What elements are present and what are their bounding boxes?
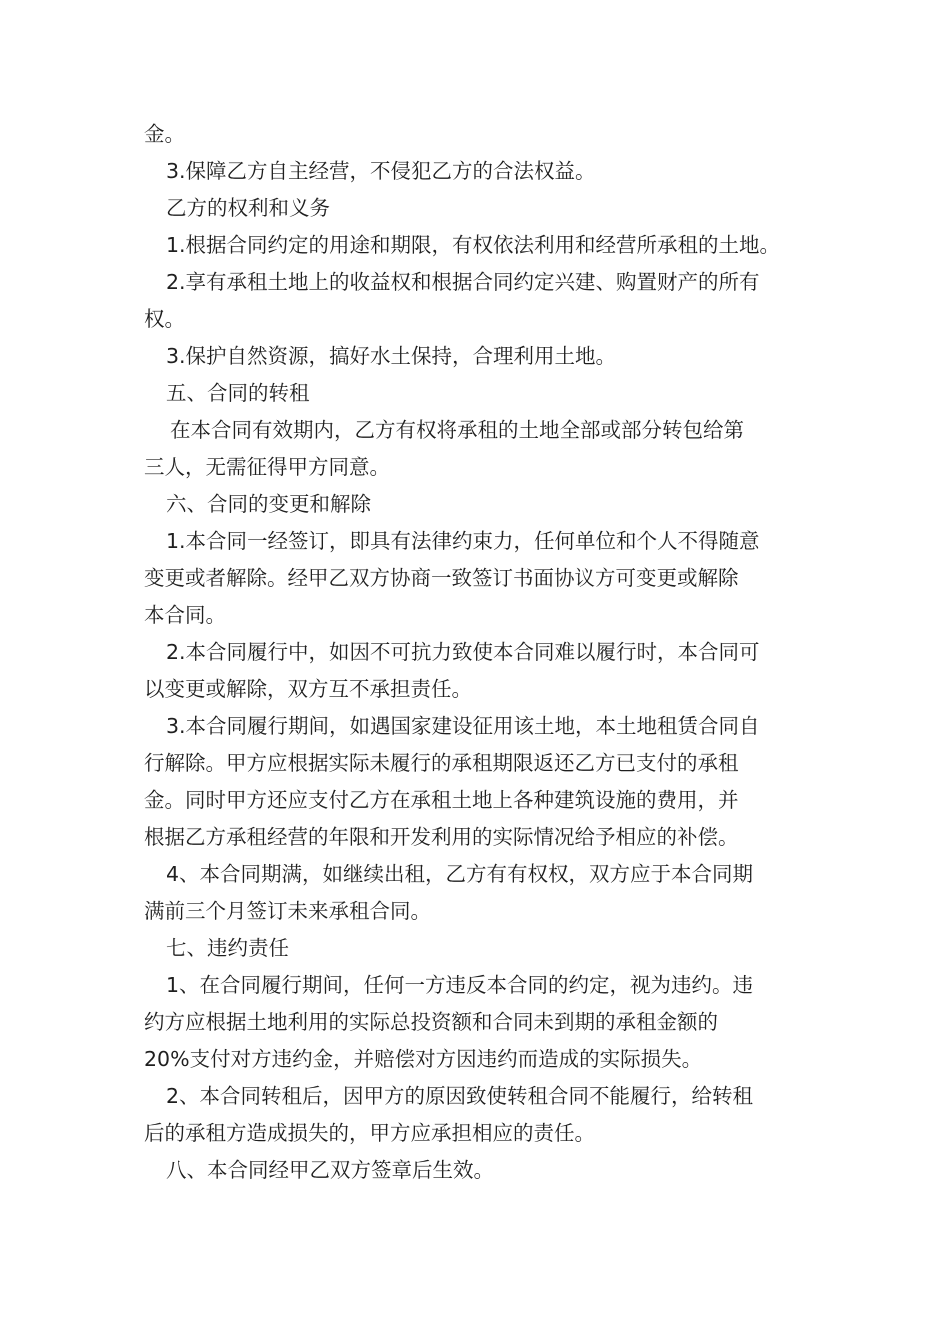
text-line: 金。 bbox=[144, 122, 185, 146]
section-heading: 五、合同的转租 bbox=[166, 381, 310, 405]
text-line: 金。同时甲方还应支付乙方在承租土地上各种建筑设施的费用，并 bbox=[144, 788, 739, 812]
text-line: 3.保障乙方自主经营，不侵犯乙方的合法权益。 bbox=[166, 159, 596, 183]
text-line: 2.享有承租土地上的收益权和根据合同约定兴建、购置财产的所有 bbox=[166, 270, 760, 294]
text-line: 权。 bbox=[144, 307, 185, 331]
text-line: 1.本合同一经签订，即具有法律约束力，任何单位和个人不得随意 bbox=[166, 529, 760, 553]
section-heading: 七、违约责任 bbox=[166, 936, 289, 960]
text-line: 3.保护自然资源，搞好水土保持，合理利用土地。 bbox=[166, 344, 617, 368]
text-line: 20%支付对方违约金，并赔偿对方因违约而造成的实际损失。 bbox=[144, 1047, 703, 1071]
text-line: 本合同。 bbox=[144, 603, 226, 627]
section-heading: 八、本合同经甲乙双方签章后生效。 bbox=[166, 1158, 494, 1182]
document-body bbox=[144, 116, 814, 1189]
text-line: 根据乙方承租经营的年限和开发利用的实际情况给予相应的补偿。 bbox=[144, 825, 739, 849]
text-line: 3.本合同履行期间，如遇国家建设征用该土地，本土地租赁合同自 bbox=[166, 714, 760, 738]
text-line: 1、在合同履行期间，任何一方违反本合同的约定，视为违约。违 bbox=[166, 973, 754, 997]
text-line: 2、本合同转租后，因甲方的原因致使转租合同不能履行，给转租 bbox=[166, 1084, 754, 1108]
text-line: 满前三个月签订未来承租合同。 bbox=[144, 899, 431, 923]
text-line: 以变更或解除，双方互不承担责任。 bbox=[144, 677, 472, 701]
text-line: 三人，无需征得甲方同意。 bbox=[144, 455, 390, 479]
text-line: 后的承租方造成损失的，甲方应承担相应的责任。 bbox=[144, 1121, 595, 1145]
text-line: 1.根据合同约定的用途和期限，有权依法利用和经营所承租的土地。 bbox=[166, 233, 781, 257]
section-heading: 六、合同的变更和解除 bbox=[166, 492, 371, 516]
text-line: 在本合同有效期内，乙方有权将承租的土地全部或部分转包给第 bbox=[170, 418, 744, 442]
section-heading: 乙方的权利和义务 bbox=[166, 196, 330, 220]
text-line: 行解除。甲方应根据实际未履行的承租期限返还乙方已支付的承租 bbox=[144, 751, 739, 775]
text-line: 变更或者解除。经甲乙双方协商一致签订书面协议方可变更或解除 bbox=[144, 566, 739, 590]
text-line: 约方应根据土地利用的实际总投资额和合同未到期的承租金额的 bbox=[144, 1010, 718, 1034]
text-line: 2.本合同履行中，如因不可抗力致使本合同难以履行时，本合同可 bbox=[166, 640, 760, 664]
text-line: 4、本合同期满，如继续出租，乙方有有权权，双方应于本合同期 bbox=[166, 862, 754, 886]
